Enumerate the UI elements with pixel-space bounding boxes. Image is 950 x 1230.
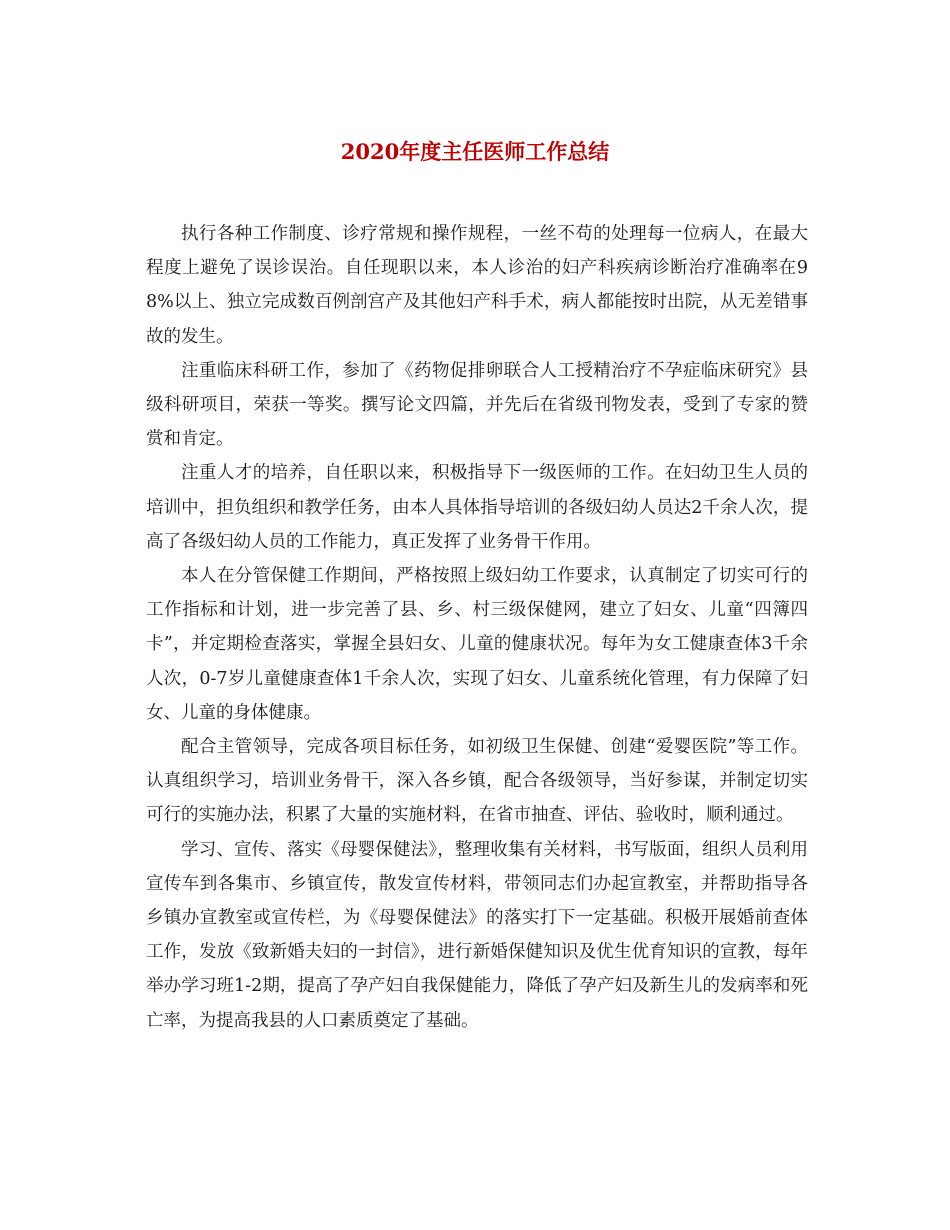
paragraph-training: 注重人才的培养，自任职以来，积极指导下一级医师的工作。在妇幼卫生人员的培训中，担负组织和教学任务，由本人具体指导培训的各级妇幼人员达2千余人次，提高了各级妇幼人员的工作能力，真正发挥了业务骨干作用。 [146,463,808,552]
document-title: 2020年度主任医师工作总结 [340,139,610,164]
paragraph-publicity: 学习、宣传、落实《母婴保健法》，整理收集有关材料，书写版面，组织人员利用宣传车到各集市、乡镇宣传，散发宣传材料，带领同志们办起宣教室，并帮助指导各乡镇办宣教室或宣传栏，为《母婴保健法》的落实打下一定基础。积极开展婚前查体工作，发放《致新婚夫妇的一封信》，进行新婚保健知识及优生优育知识的宣教，每年举办学习班1-2期，提高了孕产妇自我保健能力，降低了孕产妇及新生儿的发病率和死亡率，为提高我县的人口素质奠定了基础。 [146,839,808,1031]
paragraph-healthcare: 本人在分管保健工作期间，严格按照上级妇幼工作要求，认真制定了切实可行的工作指标和计划，进一步完善了县、乡、村三级保健网，建立了妇女、儿童“四簿四卡”，并定期检查落实，掌握全县妇女、儿童的健康状况。每年为女工健康查体3千余人次，0-7岁儿童健康查体1千余人次，实现了妇女、儿童系统化管理，有力保障了妇女、儿童的身体健康。 [146,566,808,723]
document-body [146,217,808,1038]
paragraph-diagnosis: 执行各种工作制度、诊疗常规和操作规程，一丝不苟的处理每一位病人，在最大程度上避免了误诊误治。自任现职以来，本人诊治的妇产科疾病诊断治疗准确率在98%以上、独立完成数百例剖宫产及其他妇产科手术，病人都能按时出院，从无差错事故的发生。 [146,224,808,347]
paragraph-targets: 配合主管领导，完成各项目标任务，如初级卫生保健、创建“爱婴医院”等工作。认真组织学习，培训业务骨干，深入各乡镇，配合各级领导，当好参谋，并制定切实可行的实施办法，积累了大量的实施材料，在省市抽查、评估、验收时，顺利通过。 [146,737,808,826]
paragraph-research: 注重临床科研工作，参加了《药物促排卵联合人工授精治疗不孕症临床研究》县级科研项目，荣获一等奖。撰写论文四篇，并先后在省级刊物发表，受到了专家的赞赏和肯定。 [146,360,808,450]
